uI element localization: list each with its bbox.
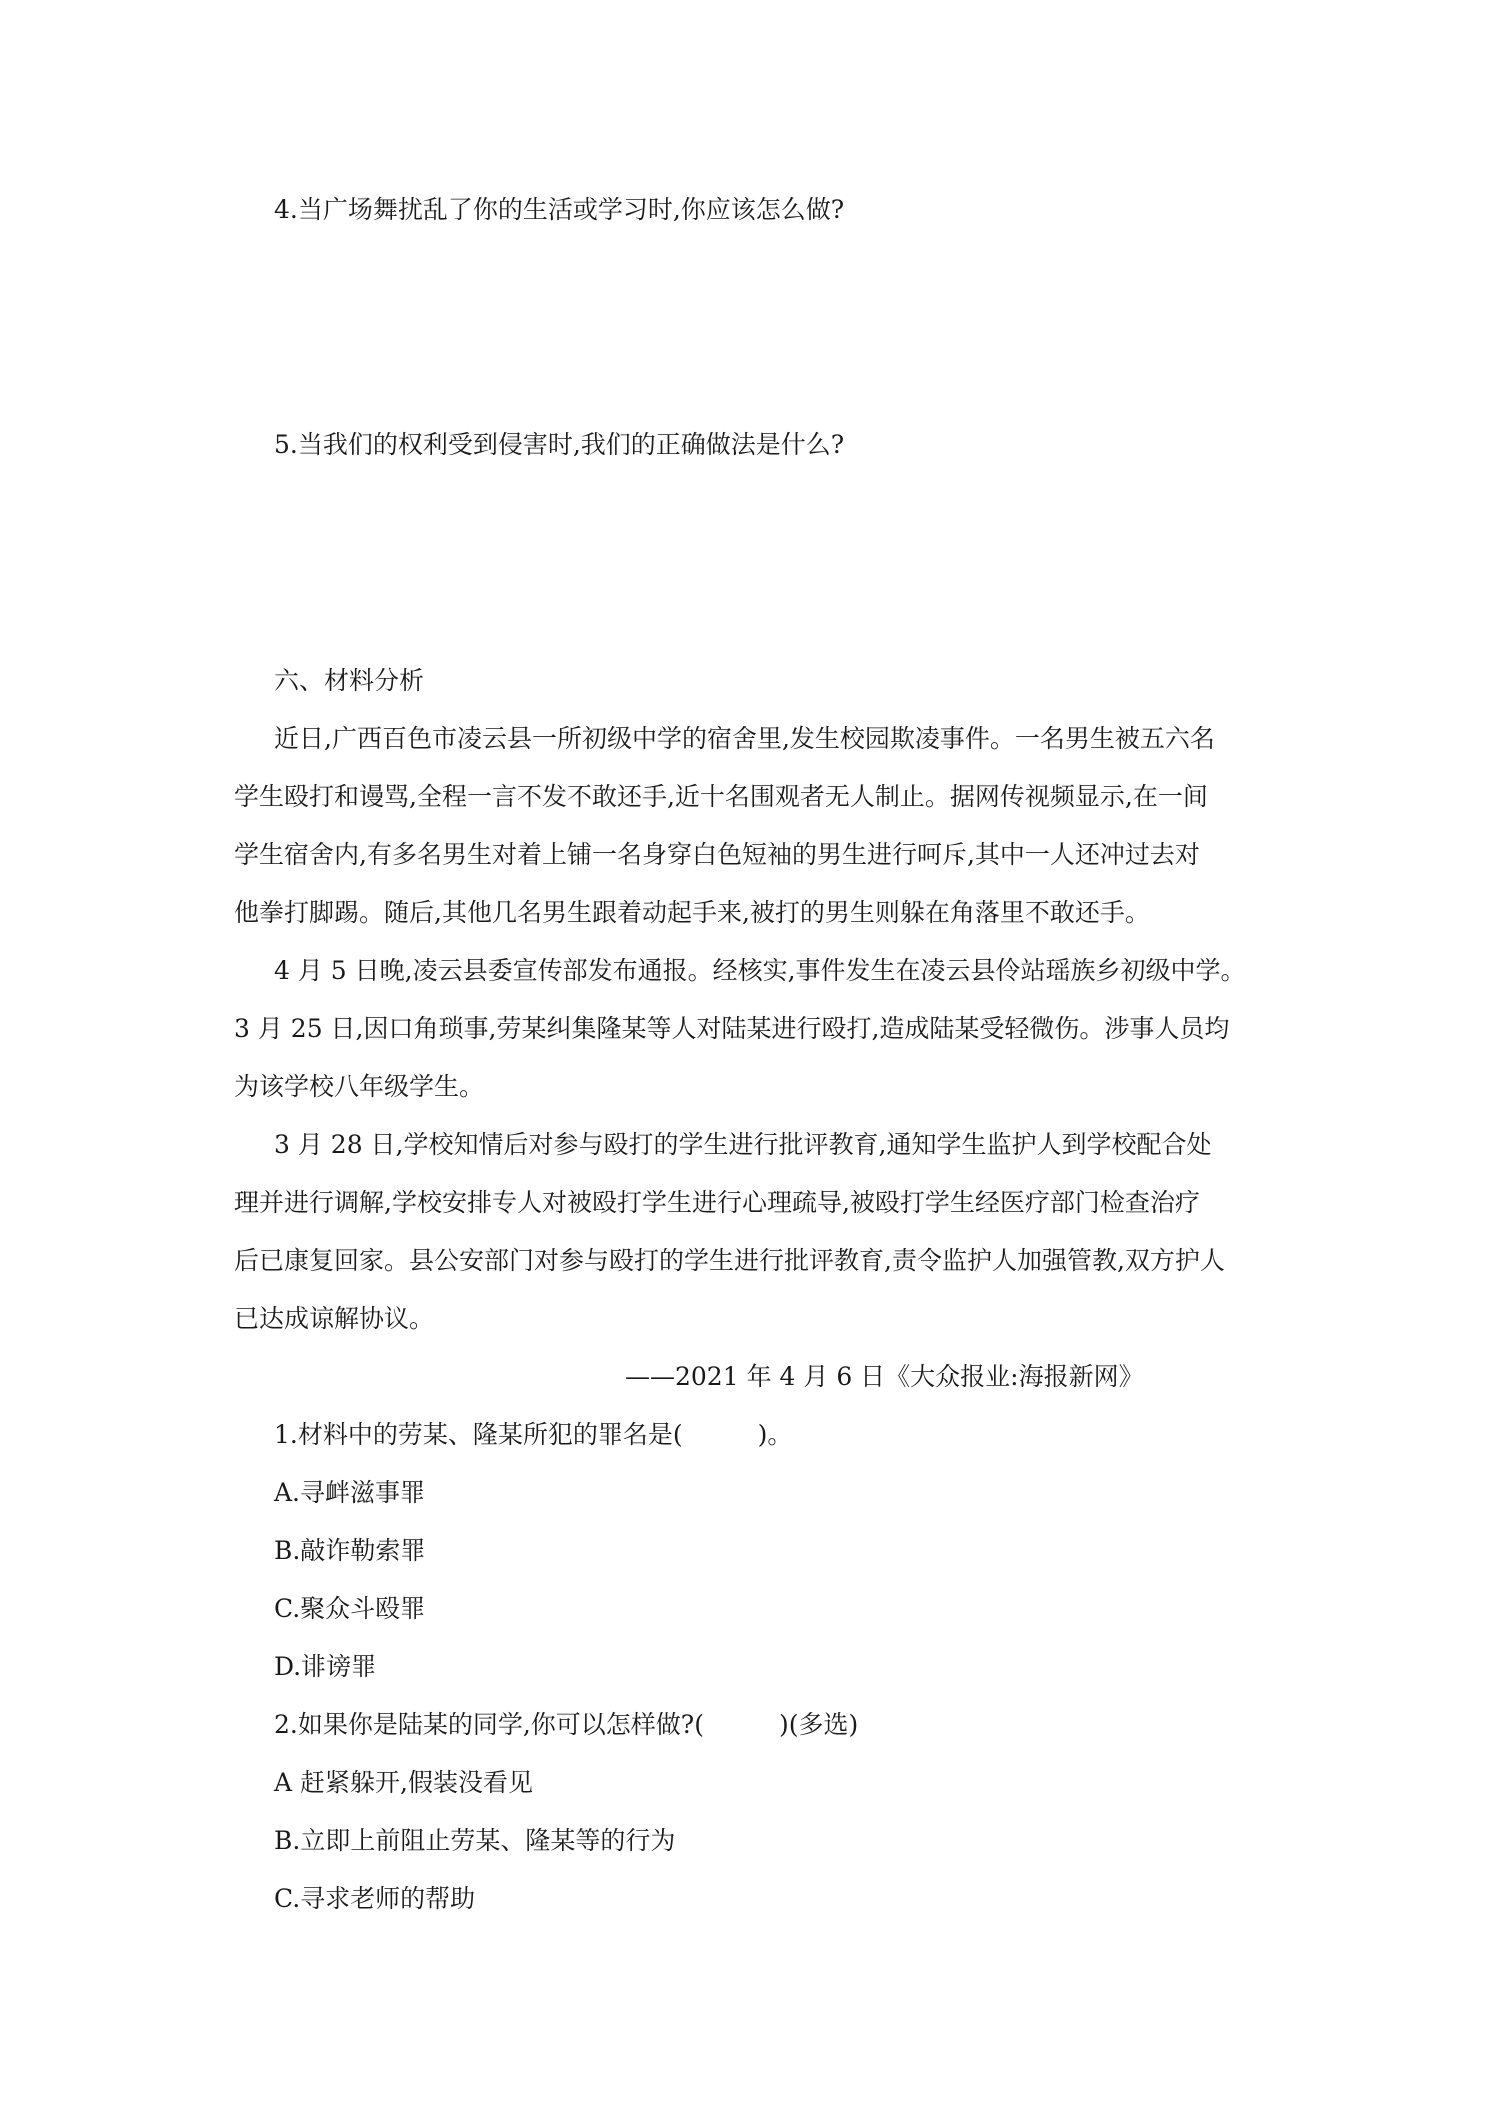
paragraph-1-line-2: 学生殴打和谩骂,全程一言不发不敢还手,近十名围观者无人制止。据网传视频显示,在一间 (234, 782, 1208, 811)
question-1-option-b: B.敲诈勒索罪 (274, 1536, 426, 1565)
question-2-option-c: C.寻求老师的帮助 (274, 1884, 476, 1913)
question-2-option-b: B.立即上前阻止劳某、隆某等的行为 (274, 1826, 676, 1855)
source-citation: ——2021 年 4 月 6 日《大众报业:海报新网》 (625, 1362, 1144, 1391)
paragraph-3-line-4: 已达成谅解协议。 (234, 1304, 435, 1333)
question-1-option-d: D.诽谤罪 (274, 1652, 377, 1681)
paragraph-2-line-3: 为该学校八年级学生。 (234, 1072, 485, 1101)
paragraph-3-line-1: 3 月 28 日,学校知情后对参与殴打的学生进行批评教育,通知学生监护人到学校配合处 (274, 1130, 1212, 1159)
paragraph-2-line-1: 4 月 5 日晚,凌云县委宣传部发布通报。经核实,事件发生在凌云县伶站瑶族乡初级中学。 (274, 956, 1246, 985)
section-heading: 六、材料分析 (274, 666, 425, 695)
question-1-option-a: A.寻衅滋事罪 (274, 1478, 426, 1507)
question-2-option-a: A 赶紧躲开,假装没看见 (274, 1768, 533, 1797)
paragraph-3-line-2: 理并进行调解,学校安排专人对被殴打学生进行心理疏导,被殴打学生经医疗部门检查治疗 (234, 1188, 1200, 1217)
question-5: 5.当我们的权利受到侵害时,我们的正确做法是什么? (274, 430, 845, 459)
paragraph-1-line-4: 他拳打脚踢。随后,其他几名男生跟着动起手来,被打的男生则躲在角落里不敢还手。 (234, 898, 1150, 927)
paragraph-1-line-3: 学生宿舍内,有多名男生对着上铺一名身穿白色短袖的男生进行呵斥,其中一人还冲过去对 (234, 840, 1200, 869)
paragraph-3-line-3: 后已康复回家。县公安部门对参与殴打的学生进行批评教育,责令监护人加强管教,双方护人 (234, 1246, 1225, 1275)
question-4: 4.当广场舞扰乱了你的生活或学习时,你应该怎么做? (274, 195, 845, 224)
paragraph-1-line-1: 近日,广西百色市凌云县一所初级中学的宿舍里,发生校园欺凌事件。一名男生被五六名 (274, 724, 1215, 753)
question-2-stem: 2.如果你是陆某的同学,你可以怎样做?( )(多选) (274, 1710, 859, 1739)
question-1-stem: 1.材料中的劳某、隆某所犯的罪名是( )。 (274, 1420, 793, 1449)
question-1-option-c: C.聚众斗殴罪 (274, 1594, 426, 1623)
paragraph-2-line-2: 3 月 25 日,因口角琐事,劳某纠集隆某等人对陆某进行殴打,造成陆某受轻微伤。涉事人员均 (234, 1014, 1230, 1043)
